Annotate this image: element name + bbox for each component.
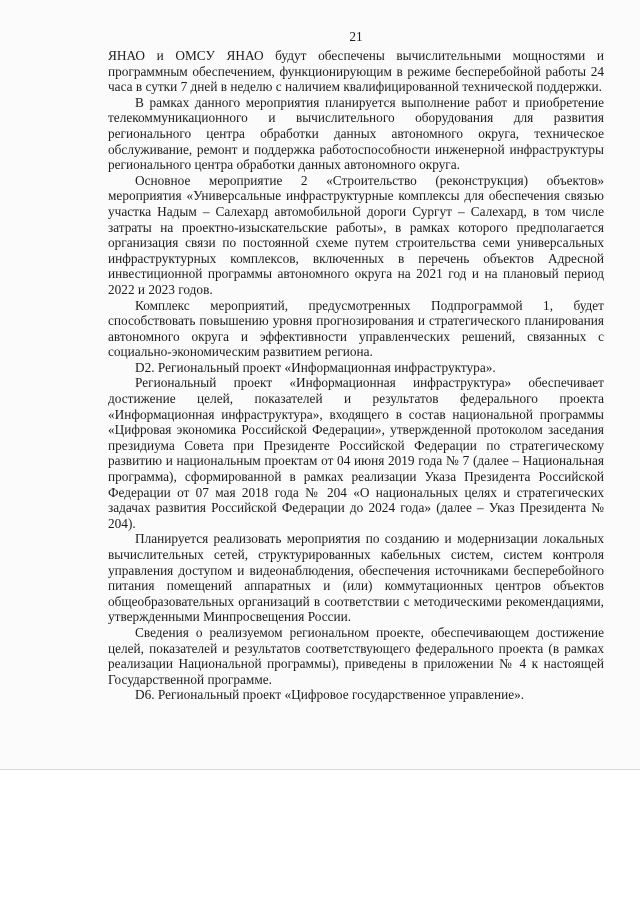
paragraph-data-center-works: В рамках данного мероприятия планируется выполнение работ и приобретение телекоммуникационного и вычислительного оборудования для развития регионального центра обработки данных автономного округа, техническое обслуживание, ремонт и поддержка работоспособности инженерной инфраструктуры регионального центра обработки данных автономного округа.: [108, 94, 604, 173]
paragraph-main-activity-2: Основное мероприятие 2 «Строительство (реконструкция) объектов» мероприятия «Универсальные инфраструктурные комплексы для обеспечения связью участка Надым – Салехард автомобильной дороги Сургут – Салехард, в том числе затраты на проектно-изыскательские работы», в рамках которого предполагается организация связи по постоянной схеме путем строительства семи универсальных инфраструктурных комплексов, включенных в перечень объектов Адресной инвестиционной программы автономного округа на 2021 год и на плановый период 2022 и 2023 годов.: [108, 172, 604, 297]
page-number: 21: [349, 29, 363, 44]
paragraph-network-modernization: Планируется реализовать мероприятия по созданию и модернизации локальных вычислительных сетей, структурированных кабельных систем, систем контроля управления доступом и видеонаблюдения, обеспечения источниками бесперебойного питания помещений аппаратных и (или) коммутационных центров объектов общеобразовательных организаций в соответствии с методическими рекомендациями, утвержденными Минпросвещения России.: [108, 531, 604, 625]
paragraph-project-info-appendix: Сведения о реализуемом региональном проекте, обеспечивающем достижение целей, показателей и результатов соответствующего федерального проекта (в рамках реализации Национальной программы), приведены в приложении № 4 к настоящей Государственной программе.: [108, 624, 604, 687]
paragraph-subprogram-1-effect: Комплекс мероприятий, предусмотренных Подпрограммой 1, будет способствовать повышению уровня прогнозирования и стратегического планирования автономного округа и эффективности управленческих решений, связанных с социально-экономическим развитием региона.: [108, 297, 604, 360]
heading-d6-project: D6. Региональный проект «Цифровое государственное управление».: [135, 687, 525, 703]
blank-area: [0, 770, 640, 905]
paragraph-computing-capacity: ЯНАО и ОМСУ ЯНАО будут обеспечены вычислительными мощностями и программным обеспечением, функционирующим в режиме бесперебойной работы 24 часа в сутки 7 дней в неделю с наличием квалифицированной технической поддержки.: [108, 48, 604, 95]
paragraph-d2-description: Региональный проект «Информационная инфраструктура» обеспечивает достижение целей, показателей и результатов федерального проекта «Информационная инфраструктура», входящего в состав национальной программы «Цифровая экономика Российской Федерации», утвержденной протоколом заседания президиума Совета при Президенте Российской Федерации по стратегическому развитию и национальным проектам от 04 июня 2019 года № 7 (далее – Национальная программа), сформированной в рамках реализации Указа Президента Российской Федерации от 07 мая 2018 года № 204 «О национальных целях и стратегических задачах развития Российской Федерации до 2024 года» (далее – Указ Президента № 204).: [108, 375, 604, 531]
heading-d2-project: D2. Региональный проект «Информационная инфраструктура».: [135, 359, 496, 375]
